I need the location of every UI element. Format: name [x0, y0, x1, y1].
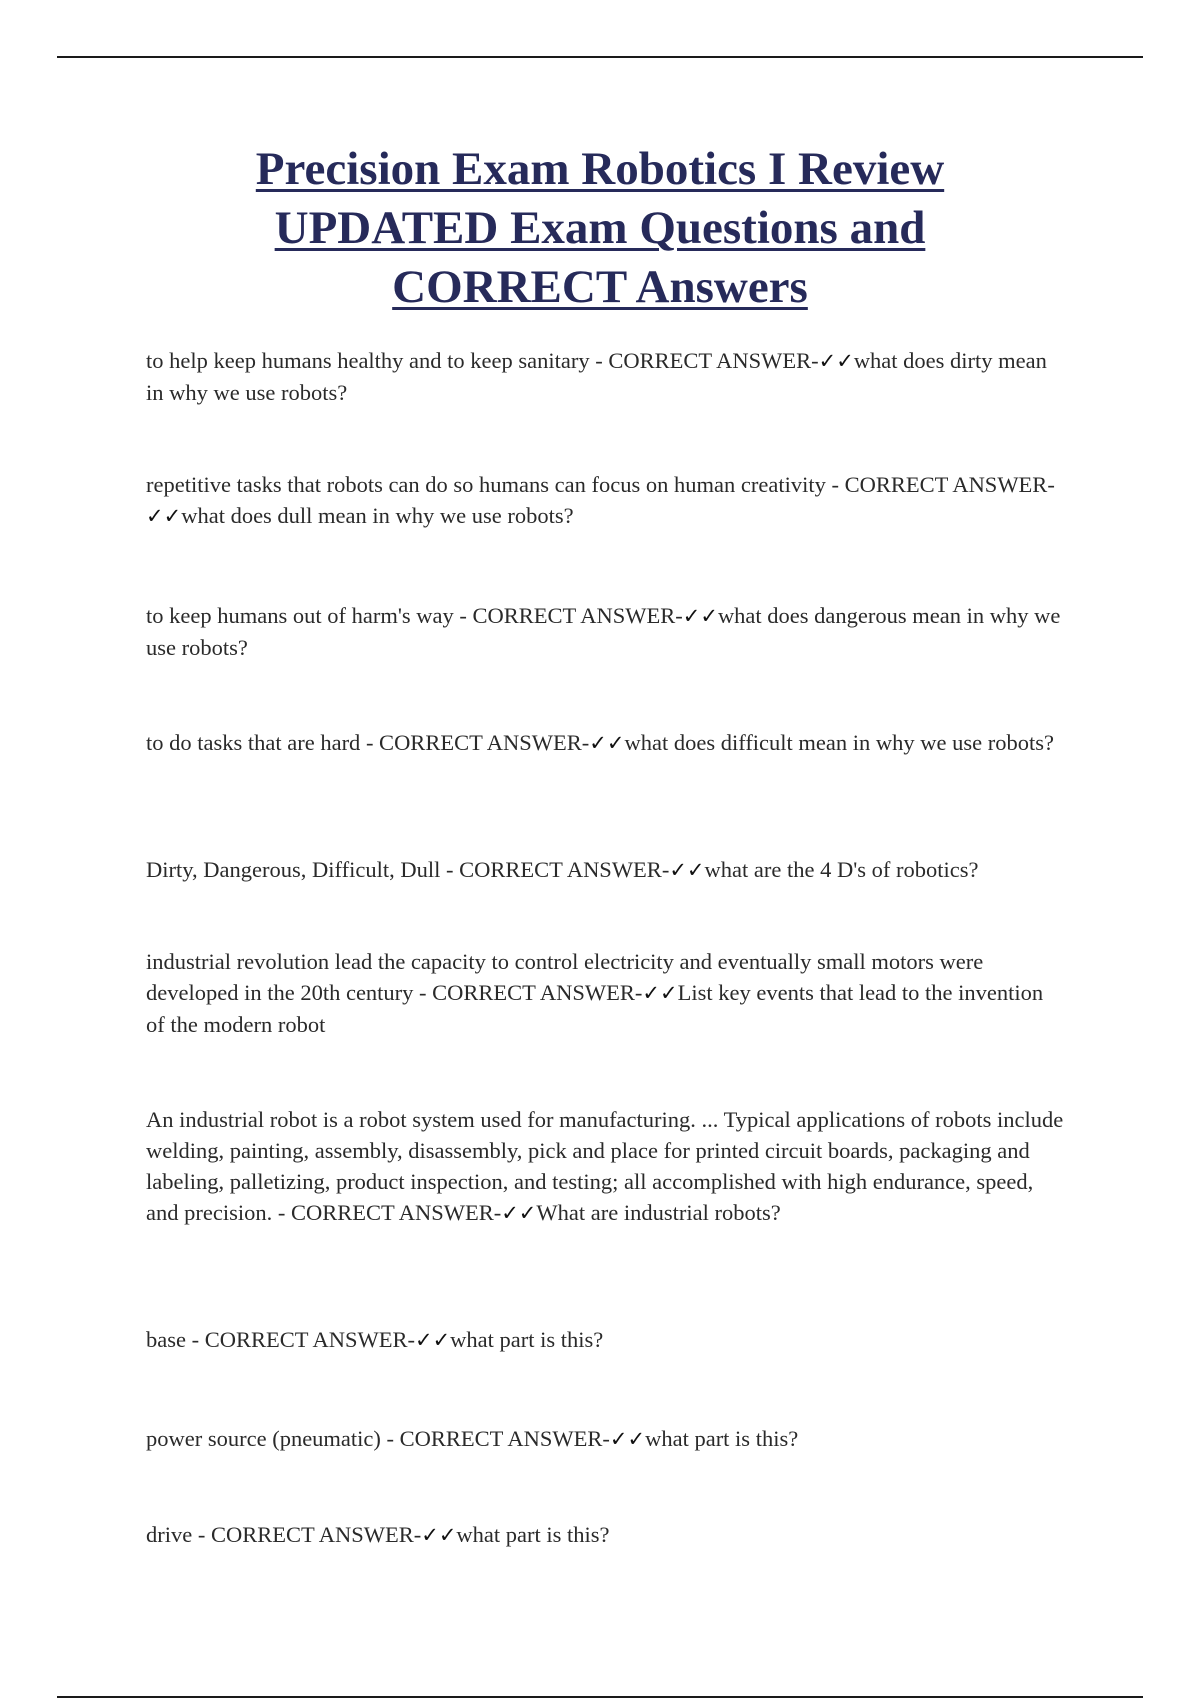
- question-text: what part is this?: [456, 1522, 610, 1547]
- check-marks-icon: ✓✓: [589, 731, 625, 755]
- question-text: List key events that lead to the invention of the modern robot: [146, 980, 1044, 1037]
- qa-item-industrial-robots: [146, 1104, 1066, 1229]
- qa-item-drive: [146, 1519, 1066, 1551]
- answer-separator: - CORRECT ANSWER-: [192, 1522, 422, 1547]
- check-marks-icon: ✓✓: [421, 1523, 457, 1547]
- answer-text: to do tasks that are hard: [146, 730, 361, 755]
- check-marks-icon: ✓✓: [609, 1427, 646, 1451]
- check-marks-icon: ✓✓: [501, 1201, 537, 1225]
- answer-separator: - CORRECT ANSWER-: [589, 348, 819, 373]
- question-text: what are the 4 D's of robotics?: [704, 857, 979, 882]
- title-line: Precision Exam Robotics I Review: [255, 143, 945, 195]
- answer-separator: - CORRECT ANSWER-: [453, 603, 683, 628]
- answer-separator: - CORRECT ANSWER-: [440, 857, 670, 882]
- check-marks-icon: ✓✓: [414, 1328, 451, 1352]
- answer-text: industrial revolution lead the capacity to control electricity and eventually small motors were developed in the 20th century: [146, 949, 984, 1005]
- answer-separator: - CORRECT ANSWER-: [413, 980, 643, 1005]
- answer-text: drive: [146, 1522, 193, 1547]
- answer-text: base: [146, 1327, 186, 1352]
- question-text: what does difficult mean in why we use robots?: [624, 730, 1054, 755]
- check-marks-icon: ✓✓: [146, 504, 182, 528]
- question-text: What are industrial robots?: [536, 1200, 781, 1225]
- answer-text: An industrial robot is a robot system used for manufacturing. ... Typical applications of robots include welding, painting, assembly, disassembly, pick and place for printed circuit boards, packaging and labeling, palletizing, product inspection, and testing; all accomplished with high endurance, speed, and precision.: [146, 1107, 1064, 1225]
- qa-item-base: [146, 1324, 1066, 1356]
- answer-separator: - CORRECT ANSWER-: [825, 472, 1055, 497]
- bottom-divider: [57, 1696, 1143, 1698]
- qa-item-power-source: [146, 1423, 1066, 1455]
- qa-item-difficult: [146, 727, 1066, 759]
- answer-text: power source (pneumatic): [146, 1426, 381, 1451]
- qa-item-dull: [146, 469, 1066, 532]
- top-divider: [57, 56, 1143, 58]
- answer-separator: - CORRECT ANSWER-: [185, 1327, 415, 1352]
- question-text: what does dirty mean in why we use robots?: [146, 348, 1047, 405]
- answer-separator: - CORRECT ANSWER-: [380, 1426, 610, 1451]
- answer-text: to help keep humans healthy and to keep sanitary: [146, 348, 590, 373]
- document-title: [0, 140, 1200, 317]
- check-marks-icon: ✓✓: [682, 604, 718, 628]
- answer-text: Dirty, Dangerous, Difficult, Dull: [146, 857, 441, 882]
- check-marks-icon: ✓✓: [669, 858, 705, 882]
- question-text: what does dull mean in why we use robots?: [181, 503, 574, 528]
- check-marks-icon: ✓✓: [642, 981, 678, 1005]
- qa-item-dangerous: [146, 600, 1066, 663]
- question-text: what part is this?: [645, 1426, 799, 1451]
- qa-item-dirty: [146, 345, 1066, 408]
- qa-item-key-events: [146, 946, 1066, 1040]
- answer-text: repetitive tasks that robots can do so humans can focus on human creativity: [146, 472, 826, 497]
- title-line: CORRECT Answers: [392, 261, 808, 313]
- qa-item-four-ds: [146, 854, 1066, 886]
- answer-separator: - CORRECT ANSWER-: [272, 1200, 502, 1225]
- answer-text: to keep humans out of harm's way: [146, 603, 454, 628]
- question-text: what part is this?: [450, 1327, 604, 1352]
- question-text: what does dangerous mean in why we use robots?: [146, 603, 1061, 660]
- check-marks-icon: ✓✓: [818, 349, 854, 373]
- answer-separator: - CORRECT ANSWER-: [360, 730, 590, 755]
- title-line: UPDATED Exam Questions and: [274, 202, 926, 254]
